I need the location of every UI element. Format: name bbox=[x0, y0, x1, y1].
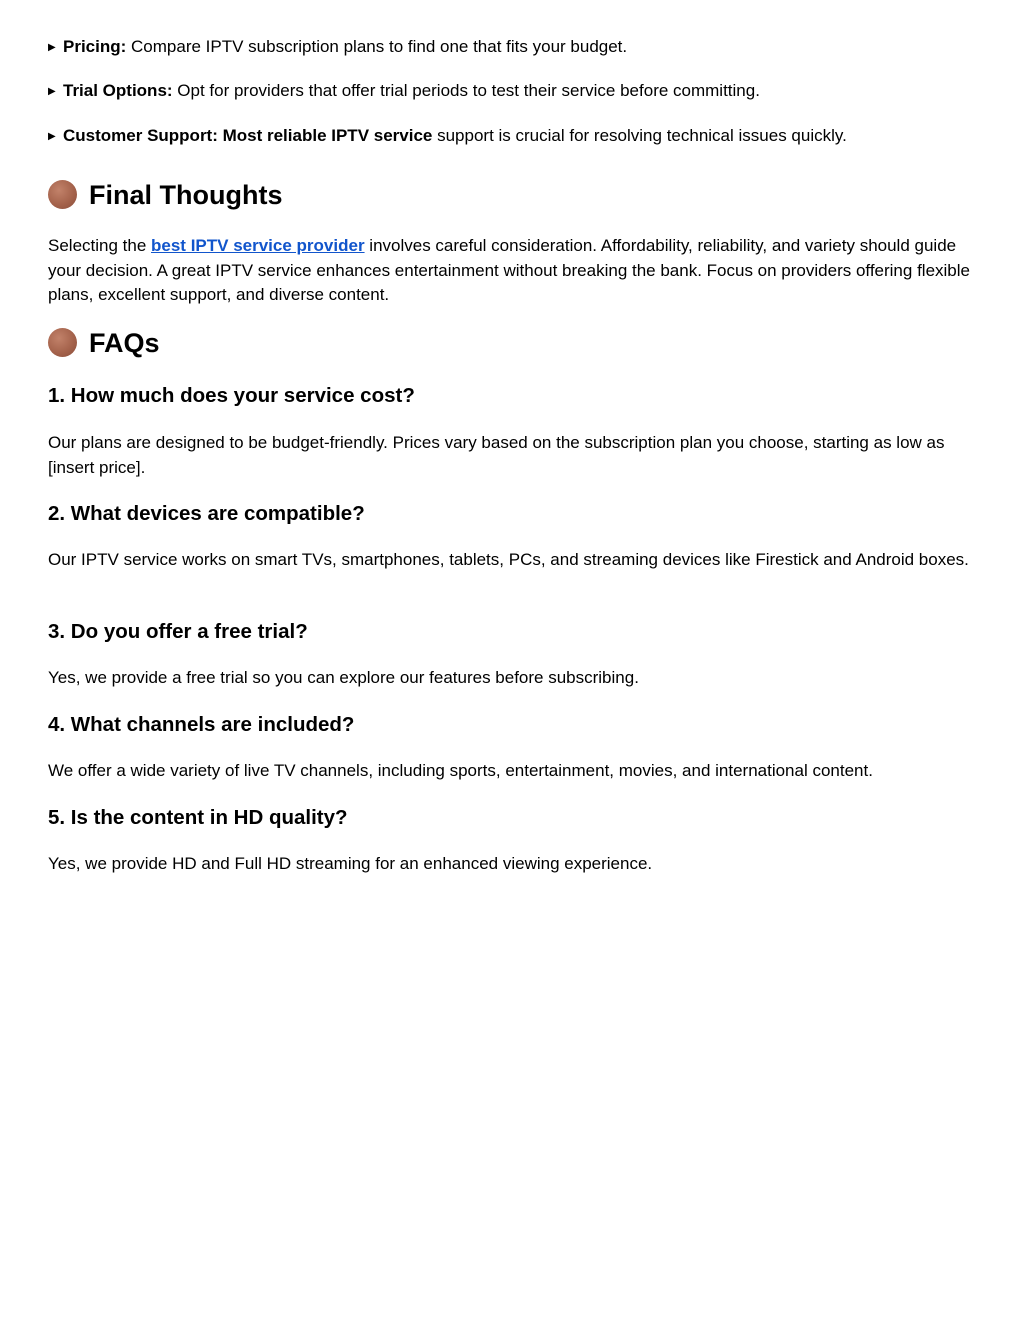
bullet-text: support is crucial for resolving technical issues quickly. bbox=[432, 126, 847, 145]
faq-question: 1. How much does your service cost? bbox=[48, 384, 415, 407]
final-thoughts-heading bbox=[48, 178, 282, 212]
triangle-bullet-icon: ▶ bbox=[48, 131, 56, 142]
faq-question: 2. What devices are compatible? bbox=[48, 502, 365, 525]
bullet-trial-options bbox=[48, 79, 978, 104]
bullet-pricing bbox=[48, 35, 978, 60]
heading-text: FAQs bbox=[89, 328, 160, 358]
final-thoughts-paragraph bbox=[48, 234, 978, 308]
brown-circle-icon bbox=[48, 328, 77, 357]
triangle-bullet-icon: ▶ bbox=[48, 86, 56, 97]
faq-answer: Our IPTV service works on smart TVs, smartphones, tablets, PCs, and streaming devices like Firestick and Android boxes. bbox=[48, 550, 969, 569]
bullet-label: Trial Options: bbox=[63, 81, 173, 100]
paragraph-text: involves careful consideration. Affordability, reliability, and variety should guide your decision. A great IPTV service enhances entertainment without breaking the bank. Focus on providers offering flexible plans, excellent support, and diverse content. bbox=[48, 236, 970, 304]
bullet-customer-support bbox=[48, 124, 978, 149]
triangle-bullet-icon: ▶ bbox=[48, 42, 56, 53]
bullet-text: Compare IPTV subscription plans to find one that fits your budget. bbox=[126, 37, 628, 56]
paragraph-text: Selecting the bbox=[48, 236, 152, 255]
faq-answer: Yes, we provide a free trial so you can explore our features before subscribing. bbox=[48, 668, 639, 687]
best-iptv-provider-link[interactable]: best IPTV service provider bbox=[151, 236, 365, 255]
heading-text: Final Thoughts bbox=[89, 180, 283, 210]
faqs-heading bbox=[48, 326, 160, 360]
faq-answer: Our plans are designed to be budget-friendly. Prices vary based on the subscription plan you choose, starting as low as [insert price]. bbox=[48, 433, 945, 477]
bullet-text: Opt for providers that offer trial periods to test their service before committing. bbox=[172, 81, 760, 100]
faq-question: 4. What channels are included? bbox=[48, 713, 355, 736]
faq-answer: Yes, we provide HD and Full HD streaming for an enhanced viewing experience. bbox=[48, 854, 653, 873]
faq-question: 3. Do you offer a free trial? bbox=[48, 620, 308, 643]
faq-question: 5. Is the content in HD quality? bbox=[48, 806, 348, 829]
bullet-label: Customer Support: Most reliable IPTV service bbox=[63, 126, 433, 145]
brown-circle-icon bbox=[48, 180, 77, 209]
faq-answer: We offer a wide variety of live TV channels, including sports, entertainment, movies, and international content. bbox=[48, 761, 873, 780]
bullet-label: Pricing: bbox=[63, 37, 127, 56]
